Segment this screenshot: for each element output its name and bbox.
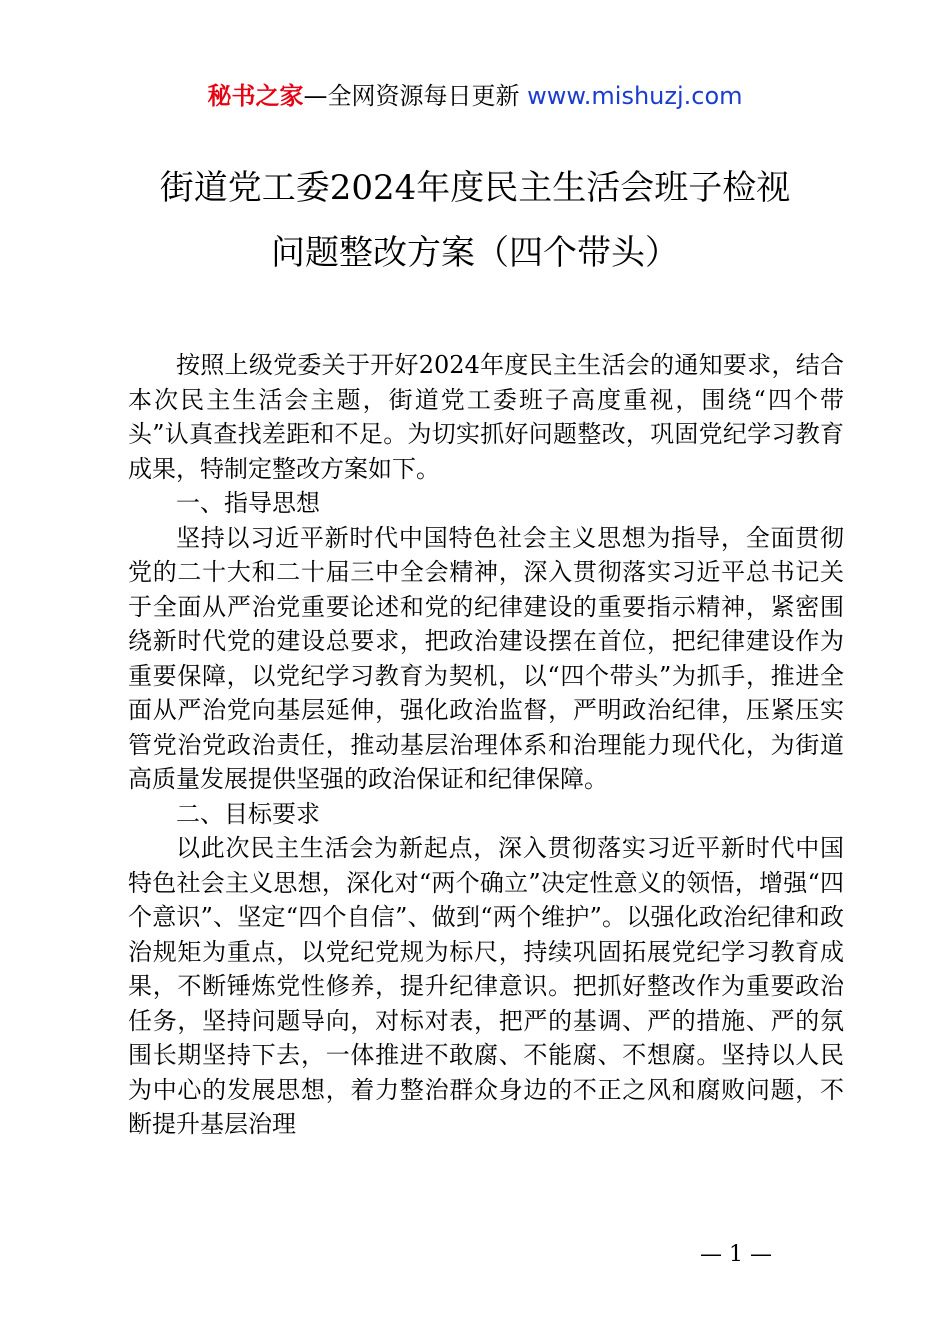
intro-paragraph: 按照上级党委关于开好2024年度民主生活会的通知要求，结合本次民主生活会主题，街道党工委班子高度重视，围绕“四个带头”认真查找差距和不足。为切实抓好问题整改，巩固党纪学习教育成果，特制定整改方案如下。	[128, 351, 844, 483]
brand-name: 秘书之家	[207, 82, 304, 110]
site-banner	[0, 80, 950, 112]
site-url-link[interactable]: www.mishuzj.com	[527, 82, 743, 110]
goals-paragraph: 以此次民主生活会为新起点，深入贯彻落实习近平新时代中国特色社会主义思想，深化对“两个确立”决定性意义的领悟，增强“四个意识”、坚定“四个自信”、做到“两个维护”。以强化政治纪律和政治规矩为重点，以党纪党规为标尺，持续巩固拓展党纪学习教育成果，不断锤炼党性修养，提升纪律意识。把抓好整改作为重要政治任务，坚持问题导向，对标对表，把严的基调、严的措施、严的氛围长期坚持下去，一体推进不敢腐、不能腐、不想腐。坚持以人民为中心的发展思想，着力整治群众身边的不正之风和腐败问题，不断提升基层治理	[128, 834, 844, 1138]
document-title-line-1: 街道党工委2024年度民主生活会班子检视	[159, 168, 791, 208]
section-heading-guiding-thought: 一、指导思想	[176, 489, 320, 517]
page-number: — 1 —	[700, 1242, 772, 1267]
section-heading-goals: 二、目标要求	[176, 799, 320, 828]
document-body	[128, 348, 844, 1142]
document-title-line-2: 问题整改方案（四个带头）	[271, 233, 679, 273]
banner-tagline: —全网资源每日更新	[303, 82, 520, 110]
guiding-thought-paragraph: 坚持以习近平新时代中国特色社会主义思想为指导，全面贯彻党的二十大和二十届三中全会精神，深入贯彻落实习近平总书记关于全面从严治党重要论述和党的纪律建设的重要指示精神，紧密围绕新时代党的建设总要求，把政治建设摆在首位，把纪律建设作为重要保障，以党纪学习教育为契机，以“四个带头”为抓手，推进全面从严治党向基层延伸，强化政治监督，严明政治纪律，压紧压实管党治党政治责任，推动基层治理体系和治理能力现代化，为街道高质量发展提供坚强的政治保证和纪律保障。	[128, 523, 844, 793]
